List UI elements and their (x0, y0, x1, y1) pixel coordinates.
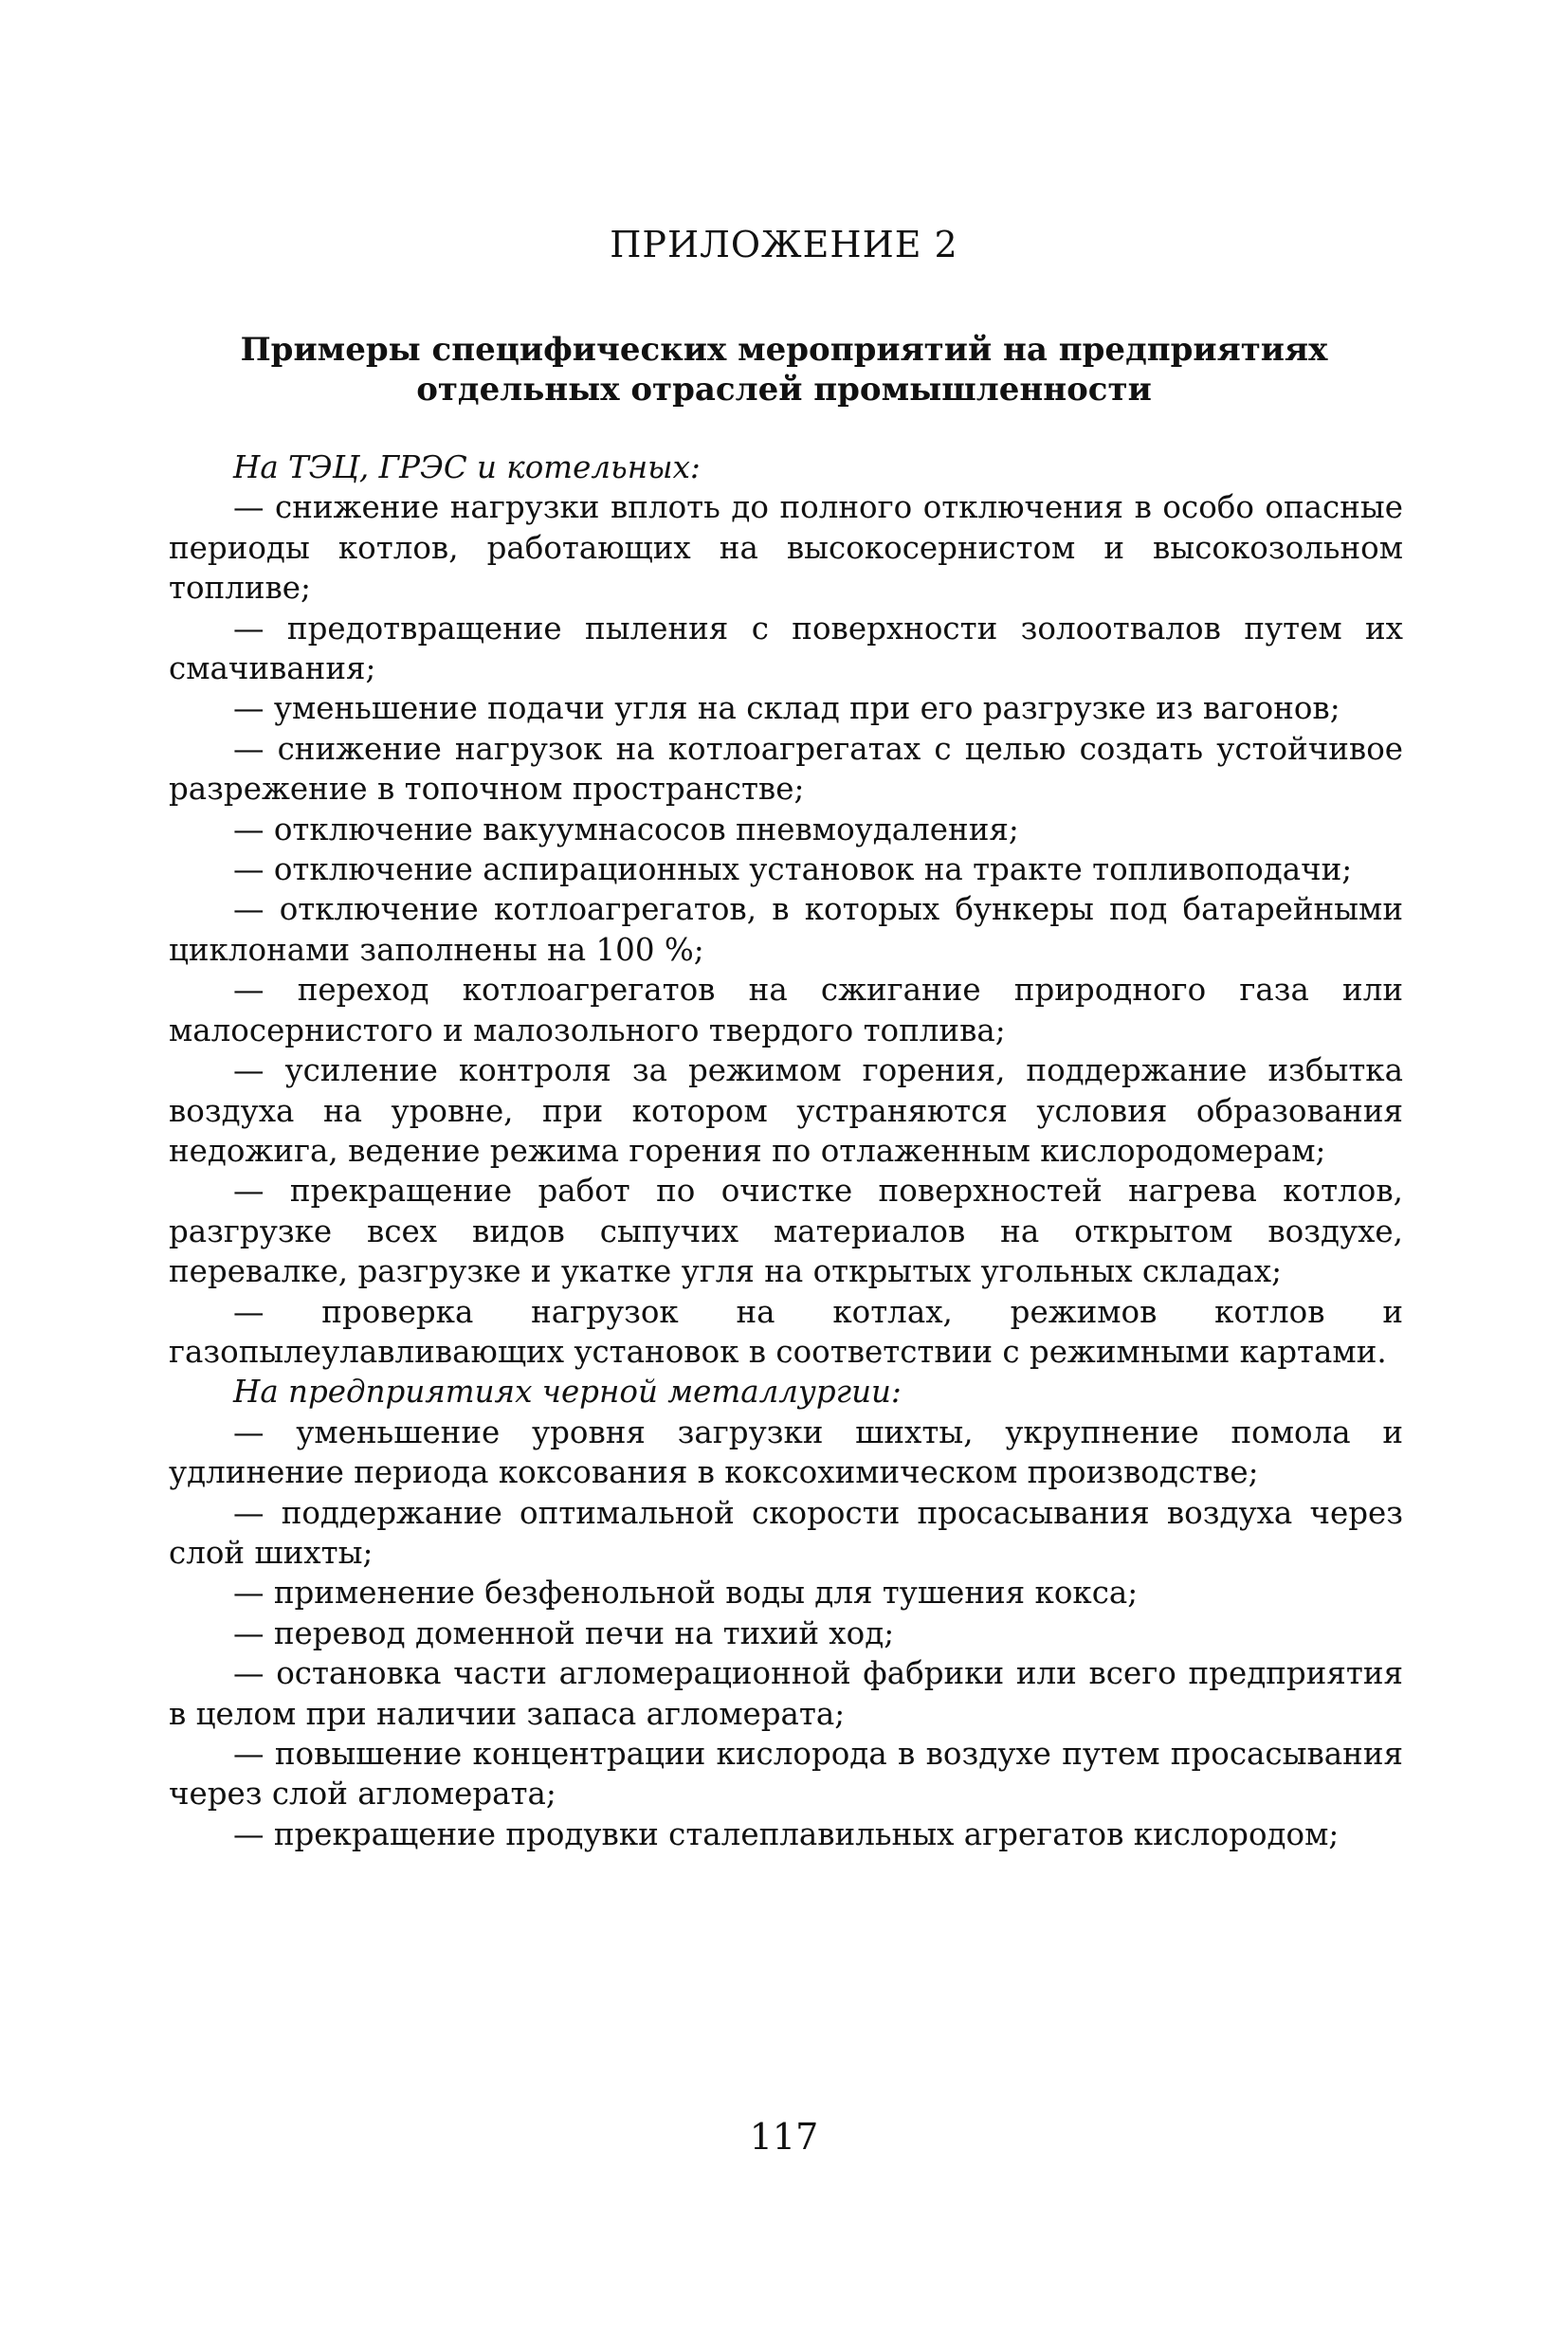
list-item: — усиление контроля за режимом горения, поддержание избытка воздуха на уровне, при котором устраняются условия образования недожига, ведение режима горения по отлаженным кислородомерам; (169, 1052, 1403, 1169)
list-item: — остановка части агломерационной фабрики или всего предприятия в целом при наличии запаса агломерата; (169, 1655, 1403, 1732)
list-item: — поддержание оптимальной скорости просасывания воздуха через слой шихты; (169, 1494, 1403, 1571)
page-number: 117 (749, 2116, 819, 2158)
section-heading-metallurgy: На предприятиях черной металлургии: (233, 1374, 902, 1411)
list-item: — отключение аспирационных установок на тракте топливоподачи; (233, 851, 1353, 888)
list-item: — снижение нагрузки вплоть до полного отключения в особо опасные периоды котлов, работающих на высокосернистом и высокозольном топливе; (169, 489, 1403, 607)
list-item: — прекращение продувки сталеплавильных агрегатов кислородом; (233, 1815, 1340, 1852)
document-body (169, 447, 1403, 1854)
title-line-2: отдельных отраслей промышленности (416, 371, 1152, 409)
list-item: — переход котлоагрегатов на сжигание природного газа или малосернистого и малозольного твердого топлива; (169, 972, 1403, 1048)
document-title (171, 330, 1397, 410)
list-item: — повышение концентрации кислорода в воздухе путем просасывания через слой агломерата; (169, 1736, 1403, 1813)
list-item: — перевод доменной печи на тихий ход; (233, 1614, 895, 1651)
list-item: — уменьшение подачи угля на склад при его разгрузке из вагонов; (233, 690, 1340, 727)
list-item: — применение безфенольной воды для тушения кокса; (233, 1575, 1139, 1612)
list-item: — прекращение работ по очистке поверхностей нагрева котлов, разгрузке всех видов сыпучих материалов на открытом воздухе, перевалке, разгрузке и укатке угля на открытых угольных складах; (169, 1173, 1403, 1290)
appendix-heading: ПРИЛОЖЕНИЕ 2 (610, 224, 958, 265)
title-line-1: Примеры специфических мероприятий на предприятиях (240, 331, 1328, 369)
list-item: — отключение вакуумнасосов пневмоудаления; (233, 811, 1019, 847)
list-item: — уменьшение уровня загрузки шихты, укрупнение помола и удлинение периода коксования в коксохимическом производстве; (169, 1413, 1403, 1491)
section-heading-tpp: На ТЭЦ, ГРЭС и котельных: (233, 449, 701, 485)
list-item: — отключение котлоагрегатов, в которых бункеры под батарейными циклонами заполнены на 100 %; (169, 891, 1403, 968)
list-item: — снижение нагрузок на котлоагрегатах с целью создать устойчивое разрежение в топочном пространстве; (169, 730, 1403, 808)
list-item: — предотвращение пыления с поверхности золоотвалов путем их смачивания; (169, 610, 1403, 687)
list-item: — проверка нагрузок на котлах, режимов котлов и газопылеулавливающих установок в соответствии с режимными картами. (169, 1293, 1403, 1370)
